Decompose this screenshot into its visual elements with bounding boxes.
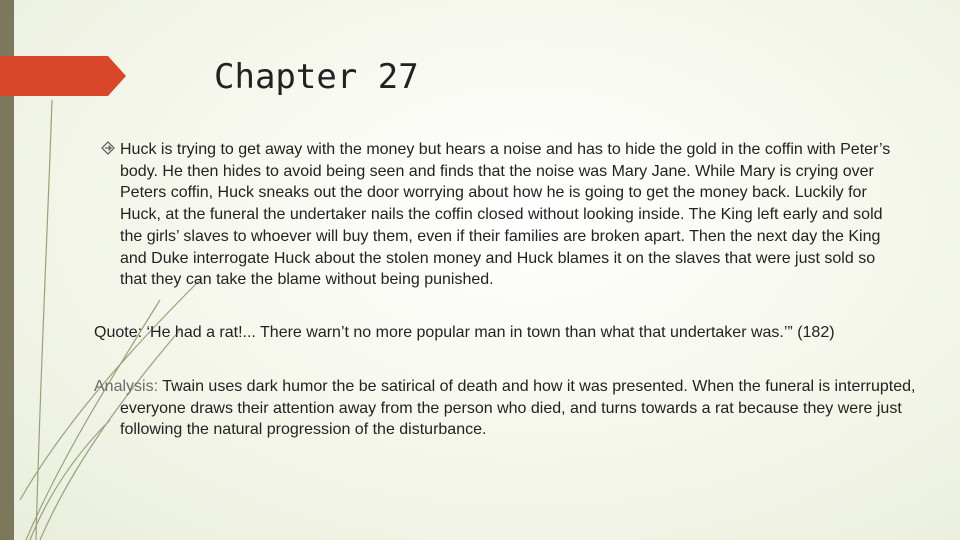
quote-paragraph: Quote: ‘He had a rat!... There warn’t no more popular man in town than what that undertaker was.’” (182) <box>94 324 835 341</box>
diamond-arrow-icon <box>101 141 115 155</box>
analysis-paragraph <box>94 376 920 441</box>
analysis-text: Twain uses dark humor the be satirical of death and how it was presented. When the funeral is interrupted, everyone draws their attention away from the person who died, and turns towards a rat because they were just following the natural progression of the disturbance. <box>120 378 916 439</box>
analysis-label: Analysis: <box>94 378 159 395</box>
slide-title: Chapter 27 <box>214 57 419 97</box>
bullet-paragraph: Huck is trying to get away with the money but hears a noise and has to hide the gold in the coffin with Peter’s body. He then hides to avoid being seen and finds that the noise was Mary Jane. While Mary is crying over Peters coffin, Huck sneaks out the door worrying about how he is going to get the money back. Luckily for Huck, at the funeral the undertaker nails the coffin closed without looking inside. The King left early and sold the girls’ slaves to whoever will buy them, even if their families are broken apart. Then the next day the King and Duke interrogate Huck about the stolen money and Huck blames it on the slaves that were just sold so that they can take the blame without being punished. <box>120 141 891 289</box>
title-arrow-shape <box>0 56 126 96</box>
